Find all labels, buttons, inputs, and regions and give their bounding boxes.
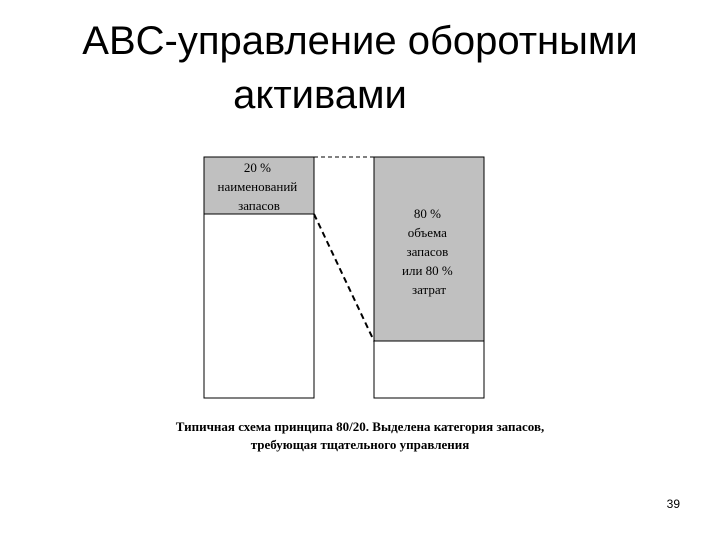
- left-bar-label-line-3: запасов: [238, 198, 280, 213]
- left-bar-label-line-2: наименований: [217, 179, 298, 194]
- bottom-connector-line: [314, 214, 374, 341]
- right-bar-label-line-5: затрат: [411, 282, 447, 297]
- caption-line-1: Типичная схема принципа 80/20. Выделена категория запасов,: [175, 419, 545, 434]
- right-bar-label-line-3: запасов: [406, 244, 449, 259]
- slide-title-line-2: активами: [233, 73, 407, 117]
- caption-line-2: требующая тщательного управления: [250, 437, 470, 452]
- page-number: 39: [666, 497, 680, 511]
- slide-title-line-1: ABC-управление оборотными: [82, 19, 638, 63]
- right-bar-remainder: [374, 341, 484, 398]
- left-bar-label-line-1: 20 %: [243, 160, 271, 175]
- left-bar-remainder: [204, 214, 314, 398]
- diagram-caption: [100, 418, 620, 454]
- right-bar-label-line-2: объема: [407, 225, 447, 240]
- right-bar-label-line-1: 80 %: [413, 206, 441, 221]
- right-bar-label-line-4: или 80 %: [402, 263, 453, 278]
